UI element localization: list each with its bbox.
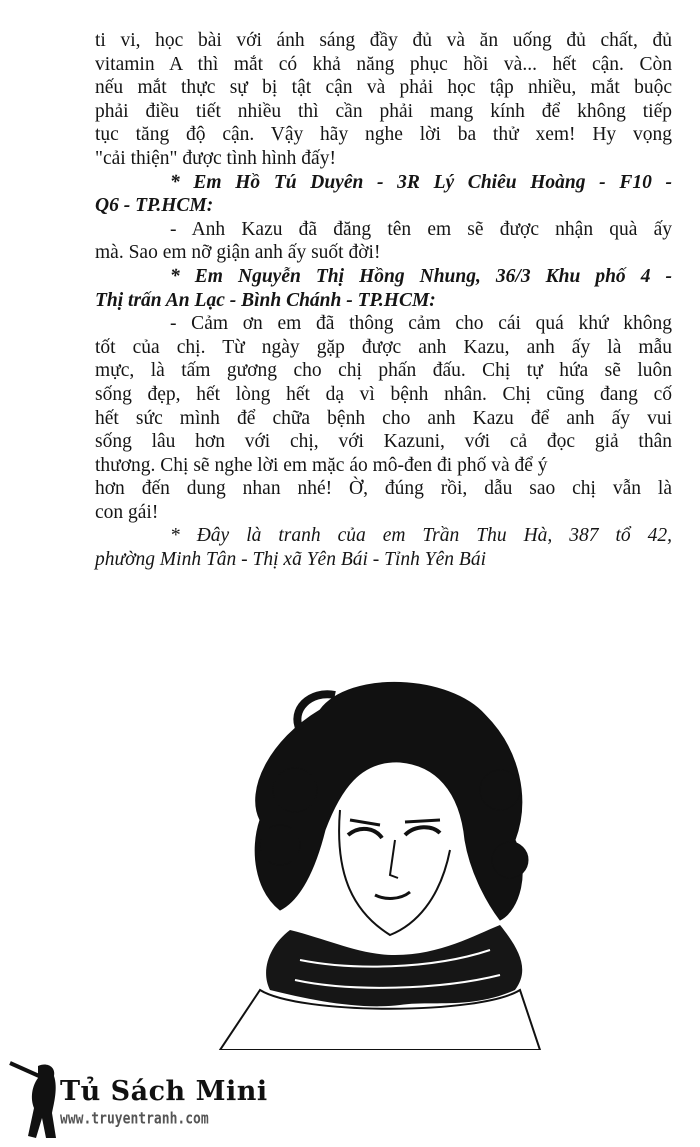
letter-column xyxy=(95,29,672,572)
body-line: ti vi, học bài với ánh sáng đầy đủ và ăn uống đủ chất, đủ xyxy=(95,30,672,51)
reader-heading: Thị trấn An Lạc - Bình Chánh - TP.HCM: xyxy=(95,289,436,311)
reader-heading: * Em Nguyễn Thị Hồng Nhung, 36/3 Khu phố 4 - xyxy=(170,265,672,287)
reply-line: con gái! xyxy=(95,501,159,523)
reply-line: hơn đến dung nhan nhé! Ờ, đúng rồi, dẫu sao chị vẫn là xyxy=(95,478,672,500)
logo-title: Tủ Sách Mini xyxy=(60,1076,268,1107)
reply-line: tốt của chị. Từ ngày gặp được anh Kazu, anh ấy là mẫu xyxy=(95,336,672,358)
body-line: tục tăng độ cận. Vậy hãy nghe lời ba thử xem! Hy vọng xyxy=(95,124,672,146)
body-line: phải điều tiết nhiều thì cần phải mang kính để không tiếp xyxy=(95,100,672,122)
reader-heading: * Em Hồ Tú Duyên - 3R Lý Chiêu Hoàng - F10 - xyxy=(170,171,672,193)
reply-line: sống đẹp, hết lòng hết dạ vì bệnh nhân. Chị cũng đang cố xyxy=(95,383,672,405)
reply-line: thương. Chị sẽ nghe lời em mặc áo mô-đen đi phố và để ý xyxy=(95,454,548,476)
reply-line: - Cảm ơn em đã thông cảm cho cái quá khứ không xyxy=(170,313,672,335)
reply-line: mực, là tấm gương cho chị phấn đấu. Chị tự hứa sẽ luôn xyxy=(95,360,672,382)
tu-sach-mini-logo xyxy=(8,1058,268,1143)
body-line: nếu mắt thực sự bị tật cận và phải học tập nhiều, mắt buộc xyxy=(95,77,672,99)
reply-line: sống lâu hơn với chị, với Kazuni, với cả đọc giả thân xyxy=(95,431,672,453)
reply-line: hết sức mình để chữa bệnh cho anh Kazu để anh ấy vui xyxy=(95,407,672,429)
body-line: vitamin A thì mắt có khả năng phục hồi và... hết cận. Còn xyxy=(95,53,672,75)
reply-line: - Anh Kazu đã đăng tên em sẽ được nhận quà ấy xyxy=(170,218,672,240)
reader-heading: Q6 - TP.HCM: xyxy=(95,195,214,217)
drawing-caption: phường Minh Tân - Thị xã Yên Bái - Tỉnh Yên Bái xyxy=(95,549,486,571)
reply-line: mà. Sao em nỡ giận anh ấy suốt đời! xyxy=(95,242,381,264)
ninja-silhouette-icon xyxy=(8,1058,58,1143)
drawing-caption: * Đây là tranh của em Trần Thu Hà, 387 tổ 42, xyxy=(170,525,672,547)
logo-url: www.truyentranh.com xyxy=(60,1110,209,1129)
reader-drawing-woman-portrait xyxy=(200,670,560,1050)
body-line: "cải thiện" được tình hình đấy! xyxy=(95,147,336,169)
